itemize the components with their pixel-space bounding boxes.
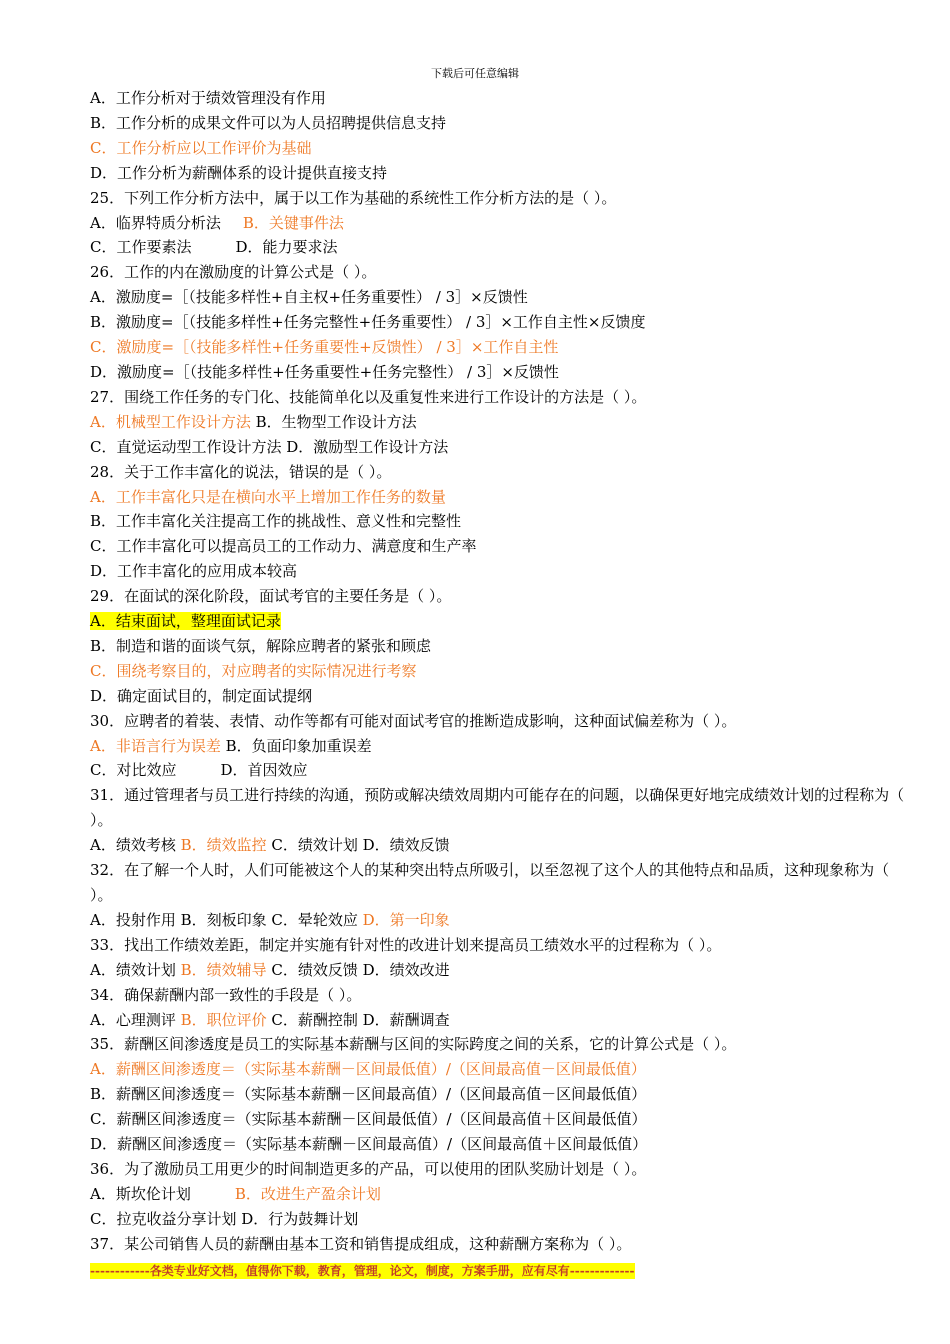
line-text: C．薪酬控制 D．薪酬调查 bbox=[266, 1010, 450, 1029]
line-text: B．薪酬区间渗透度＝（实际基本薪酬－区间最高值）/（区间最高值－区间最低值） bbox=[90, 1085, 647, 1104]
line-text: B．生物型工作设计方法 bbox=[250, 412, 417, 431]
text-line bbox=[90, 609, 906, 634]
text-line bbox=[90, 161, 906, 186]
text-line bbox=[90, 734, 906, 759]
line-text: D．工作丰富化的应用成本较高 bbox=[90, 562, 298, 581]
line-text: D．工作分析为薪酬体系的设计提供直接支持 bbox=[90, 163, 388, 182]
text-line bbox=[90, 783, 906, 833]
line-text: D．薪酬区间渗透度＝（实际基本薪酬－区间最高值）/（区间最高值＋区间最低值） bbox=[90, 1135, 648, 1154]
text-line bbox=[90, 1132, 906, 1157]
answer-text: C．围绕考察目的，对应聘者的实际情况进行考察 bbox=[90, 661, 417, 680]
line-text: C．绩效反馈 D．绩效改进 bbox=[266, 960, 450, 979]
line-text: 28．关于工作丰富化的说法，错误的是（ ）。 bbox=[90, 462, 392, 481]
text-line bbox=[90, 1232, 906, 1257]
line-text: 37．某公司销售人员的薪酬由基本工资和销售提成组成，这种薪酬方案称为（ ）。 bbox=[90, 1234, 632, 1253]
answer-text: A．工作丰富化只是在横向水平上增加工作任务的数量 bbox=[90, 487, 446, 506]
text-line bbox=[90, 858, 906, 908]
question-content bbox=[90, 86, 906, 1257]
line-text: B．激励度=［（技能多样性+任务完整性+任务重要性） / 3］×工作自主性×反馈度 bbox=[90, 313, 646, 332]
text-line bbox=[90, 833, 906, 858]
text-line bbox=[90, 485, 906, 510]
line-text: B．制造和谐的面谈气氛，解除应聘者的紧张和顾虑 bbox=[90, 636, 432, 655]
text-line bbox=[90, 1082, 906, 1107]
text-line bbox=[90, 111, 906, 136]
text-line bbox=[90, 211, 906, 236]
text-line bbox=[90, 260, 906, 285]
line-text: B．工作分析的成果文件可以为人员招聘提供信息支持 bbox=[90, 113, 447, 132]
line-text: 25．下列工作分析方法中，属于以工作为基础的系统性工作分析方法的是（ ）。 bbox=[90, 188, 617, 207]
line-text: 30．应聘者的着装、表情、动作等都有可能对面试考官的推断造成影响，这种面试偏差称为（ ）。 bbox=[90, 711, 737, 730]
text-line bbox=[90, 933, 906, 958]
line-text: A．斯坎伦计划 bbox=[90, 1184, 191, 1203]
answer-text: C．激励度=［（技能多样性+任务重要性+反馈性） / 3］×工作自主性 bbox=[90, 338, 559, 357]
line-text: 32．在了解一个人时，人们可能被这个人的某种突出特点所吸引，以至忽视了这个人的其他特点和品质，这种现象称为（ ）。 bbox=[90, 861, 890, 904]
line-text: A．激励度=［（技能多样性+自主权+任务重要性） / 3］×反馈性 bbox=[90, 288, 528, 307]
text-line bbox=[90, 435, 906, 460]
text-line bbox=[90, 983, 906, 1008]
text-line bbox=[90, 684, 906, 709]
line-text: D．首因效应 bbox=[220, 761, 308, 780]
line-text: 27．围绕工作任务的专门化、技能简单化以及重复性来进行工作设计的方法是（ ）。 bbox=[90, 387, 647, 406]
line-text: B．工作丰富化关注提高工作的挑战性、意义性和完整性 bbox=[90, 512, 462, 531]
text-line bbox=[90, 335, 906, 360]
text-line bbox=[90, 1157, 906, 1182]
answer-text: D．第一印象 bbox=[362, 910, 450, 929]
line-text: C．直觉运动型工作设计方法 D．激励型工作设计方法 bbox=[90, 437, 449, 456]
line-text: D．激励度=［（技能多样性+任务重要性+任务完整性） / 3］×反馈性 bbox=[90, 362, 559, 381]
answer-text: B．职位评价 bbox=[180, 1010, 267, 1029]
line-text: 33．找出工作绩效差距，制定并实施有针对性的改进计划来提高员工绩效水平的过程称为（ ）。 bbox=[90, 935, 722, 954]
line-text: D．能力要求法 bbox=[235, 238, 338, 257]
text-line bbox=[90, 285, 906, 310]
line-text: A．心理测评 bbox=[90, 1010, 181, 1029]
line-text: C．绩效计划 D．绩效反馈 bbox=[266, 836, 450, 855]
text-line bbox=[90, 186, 906, 211]
text-line bbox=[90, 86, 906, 111]
line-text: A．临界特质分析法 bbox=[90, 213, 221, 232]
line-text: 26．工作的内在激励度的计算公式是（ ）。 bbox=[90, 263, 377, 282]
answer-text: C．工作分析应以工作评价为基础 bbox=[90, 138, 312, 157]
text-line bbox=[90, 584, 906, 609]
text-line bbox=[90, 1107, 906, 1132]
line-text: C．薪酬区间渗透度＝（实际基本薪酬－区间最低值）/（区间最高值＋区间最低值） bbox=[90, 1110, 647, 1129]
text-line bbox=[90, 1032, 906, 1057]
text-line bbox=[90, 659, 906, 684]
line-text: A．投射作用 B．刻板印象 C．晕轮效应 bbox=[90, 910, 363, 929]
text-line bbox=[90, 534, 906, 559]
line-text: C．对比效应 bbox=[90, 761, 177, 780]
line-text: 29．在面试的深化阶段，面试考官的主要任务是（ ）。 bbox=[90, 587, 452, 606]
line-text: A．绩效计划 bbox=[90, 960, 181, 979]
page-footer-banner: ------------各类专业好文档，值得你下载，教育，管理，论文，制度，方案手册，应有尽有------------- bbox=[90, 1264, 635, 1278]
text-line bbox=[90, 709, 906, 734]
answer-text: A．机械型工作设计方法 bbox=[90, 412, 251, 431]
line-text: C．拉克收益分享计划 D．行为鼓舞计划 bbox=[90, 1209, 359, 1228]
line-text: 31．通过管理者与员工进行持续的沟通，预防或解决绩效周期内可能存在的问题，以确保更好地完成绩效计划的过程称为（ ）。 bbox=[90, 786, 905, 830]
line-text: A．绩效考核 bbox=[90, 836, 181, 855]
answer-text: A．薪酬区间渗透度＝（实际基本薪酬－区间最低值）/（区间最高值－区间最低值） bbox=[90, 1060, 646, 1079]
text-line bbox=[90, 310, 906, 335]
text-line bbox=[90, 360, 906, 385]
text-line bbox=[90, 559, 906, 584]
text-line bbox=[90, 509, 906, 534]
text-line bbox=[90, 1207, 906, 1232]
answer-text: B．改进生产盈余计划 bbox=[234, 1184, 381, 1203]
page-header: 下载后可任意编辑 bbox=[431, 67, 519, 80]
text-line bbox=[90, 758, 906, 783]
text-line bbox=[90, 634, 906, 659]
text-line bbox=[90, 410, 906, 435]
text-line bbox=[90, 235, 906, 260]
text-line bbox=[90, 460, 906, 485]
text-line bbox=[90, 385, 906, 410]
highlighted-text: A．结束面试，整理面试记录 bbox=[90, 612, 281, 631]
text-line bbox=[90, 1057, 906, 1082]
answer-text: B．绩效辅导 bbox=[180, 960, 267, 979]
answer-text: B．绩效监控 bbox=[180, 836, 267, 855]
line-text: C．工作丰富化可以提高员工的工作动力、满意度和生产率 bbox=[90, 537, 477, 556]
answer-text: B．关键事件法 bbox=[242, 213, 344, 232]
line-text: B．负面印象加重误差 bbox=[220, 736, 372, 755]
text-line bbox=[90, 136, 906, 161]
line-text: D．确定面试目的，制定面试提纲 bbox=[90, 686, 313, 705]
line-text: 36．为了激励员工用更少的时间制造更多的产品，可以使用的团队奖励计划是（ ）。 bbox=[90, 1159, 647, 1178]
text-line bbox=[90, 908, 906, 933]
text-line bbox=[90, 1182, 906, 1207]
line-text: 34．确保薪酬内部一致性的手段是（ ）。 bbox=[90, 985, 362, 1004]
line-text: A．工作分析对于绩效管理没有作用 bbox=[90, 89, 326, 107]
line-text: C．工作要素法 bbox=[90, 238, 192, 257]
text-line bbox=[90, 1008, 906, 1033]
line-text: 35．薪酬区间渗透度是员工的实际基本薪酬与区间的实际跨度之间的关系，它的计算公式是（ ）。 bbox=[90, 1035, 737, 1054]
answer-text: A．非语言行为误差 bbox=[90, 736, 221, 755]
text-line bbox=[90, 958, 906, 983]
